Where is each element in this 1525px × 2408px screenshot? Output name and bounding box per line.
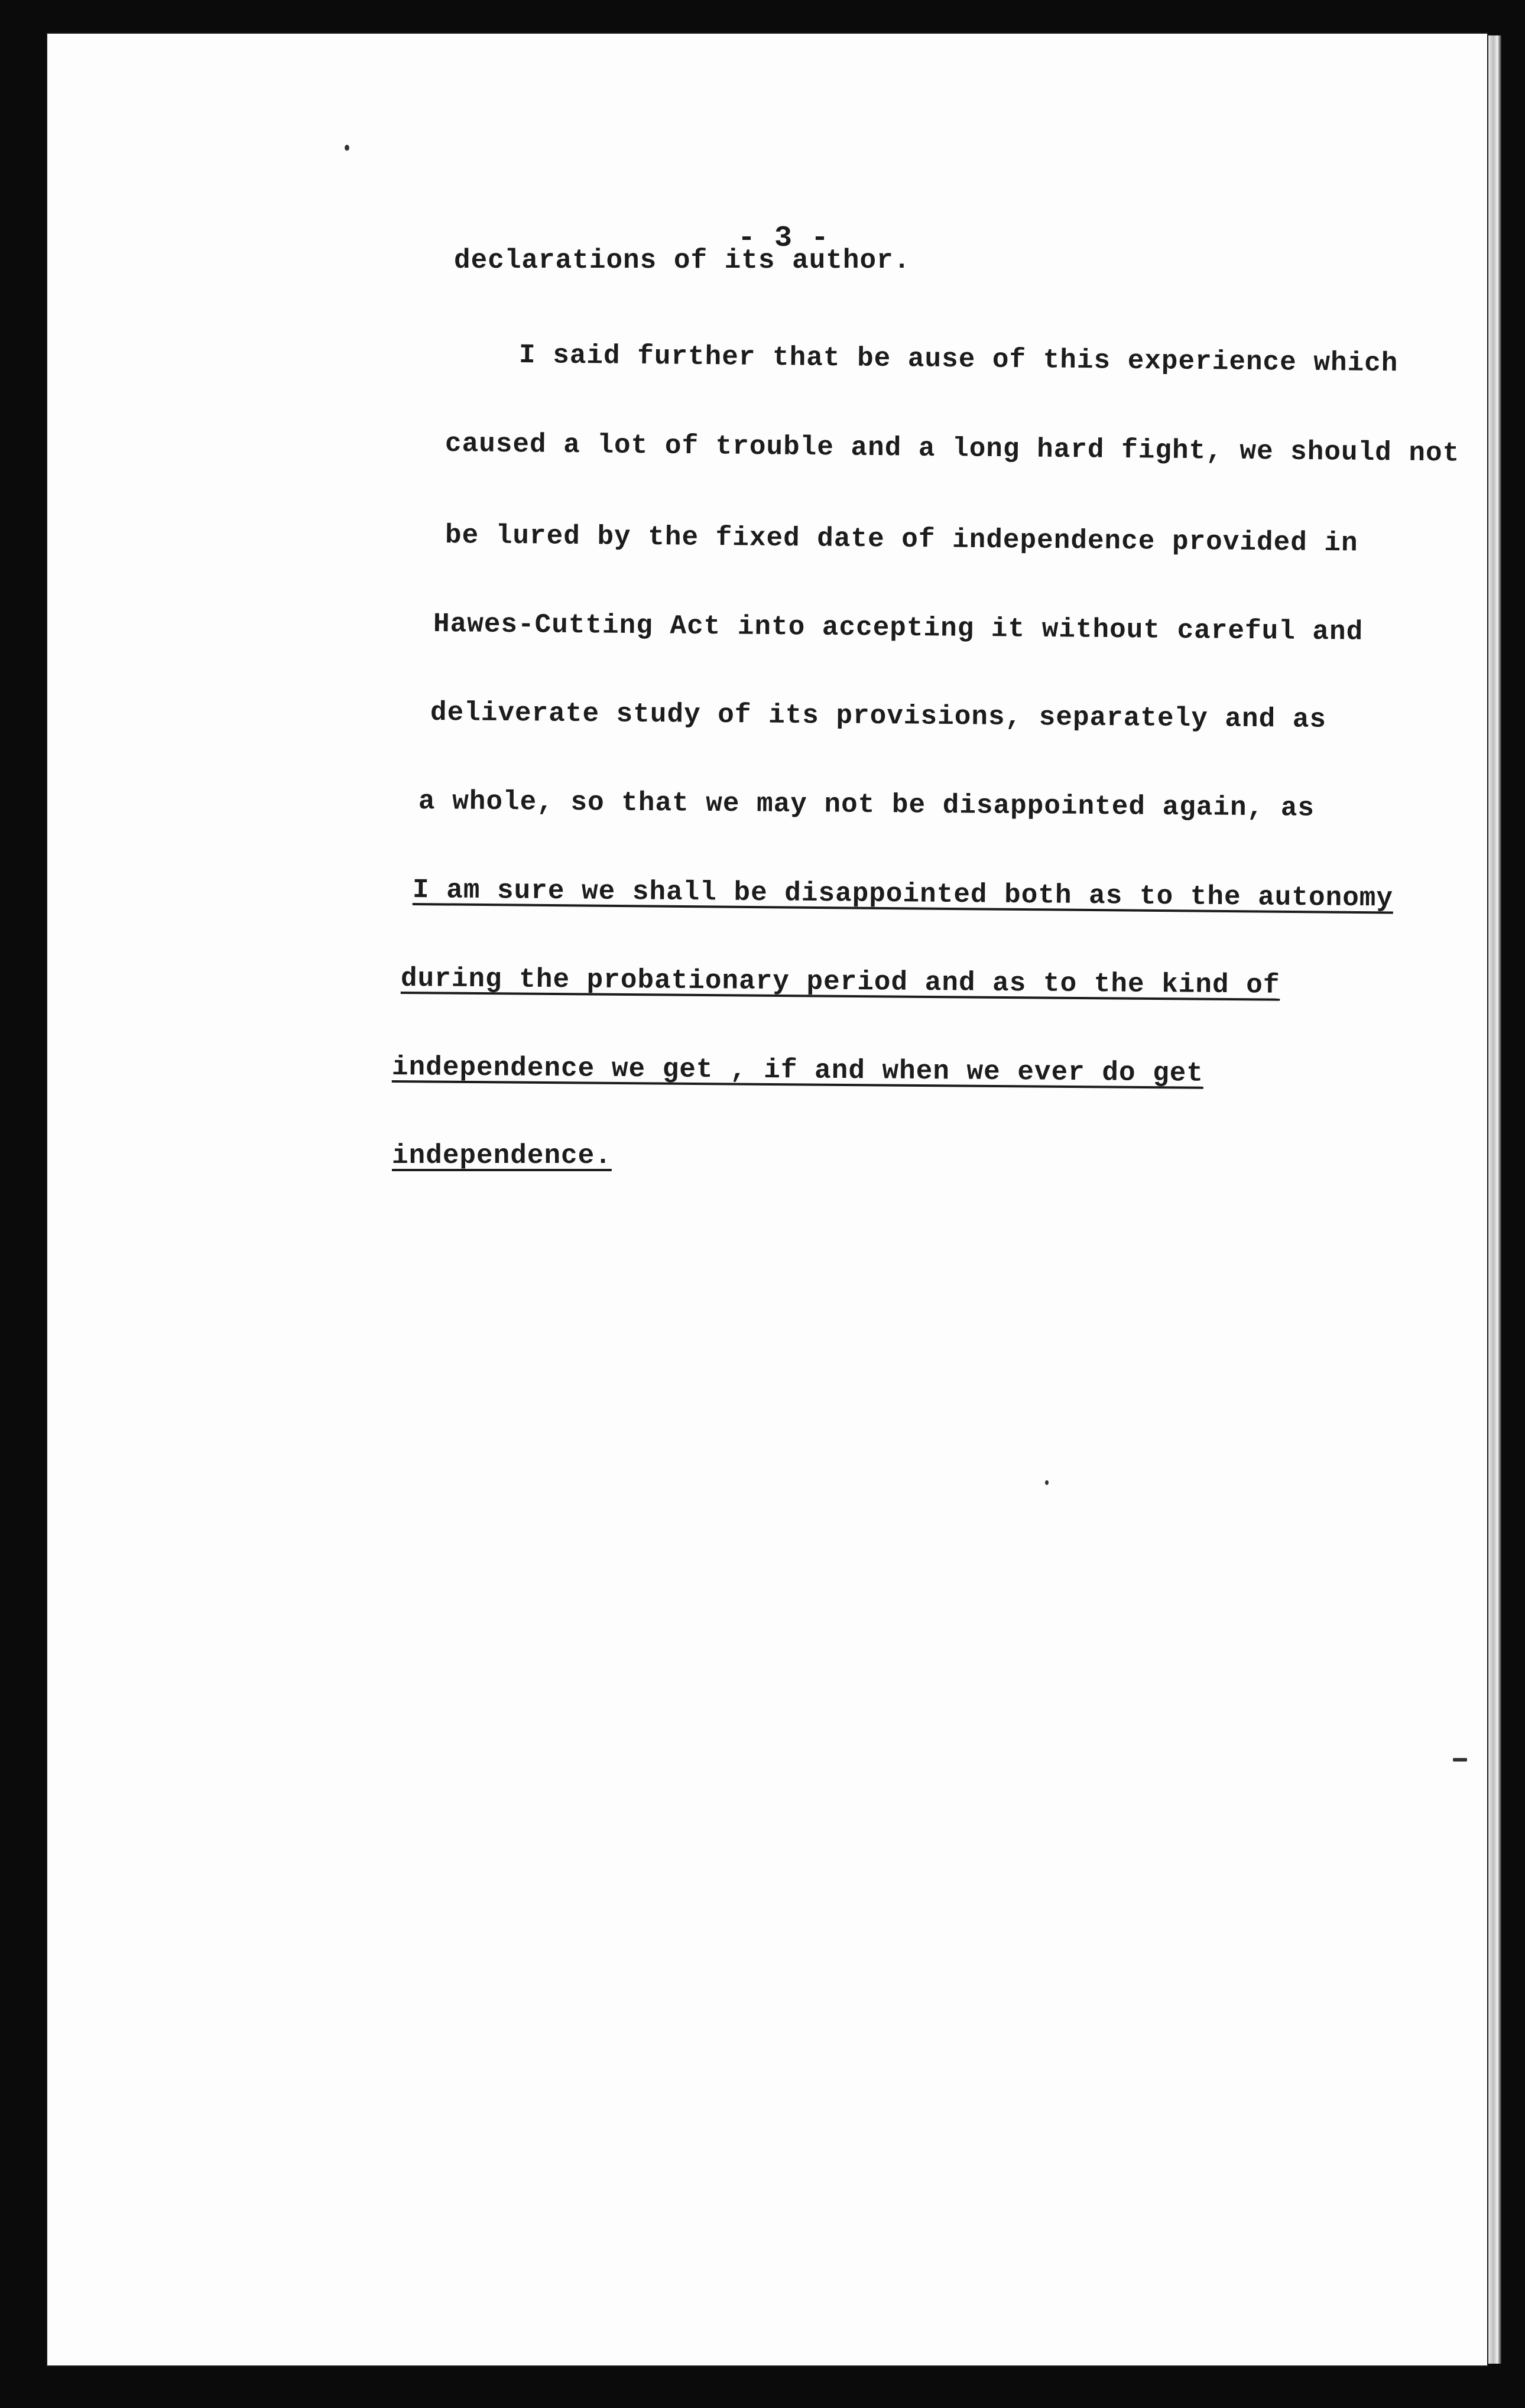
paper-speck bbox=[345, 145, 349, 151]
text-line-9-underlined: during the probationary period and as to the kind of bbox=[400, 963, 1280, 1001]
text-line-2: I said further that be ause of this experience which bbox=[518, 340, 1399, 379]
text-line-5: Hawes-Cutting Act into accepting it without careful and bbox=[433, 609, 1364, 648]
text-line-1: declarations of its author. bbox=[454, 245, 911, 276]
page-number: - 3 - bbox=[738, 222, 830, 255]
text-line-8-underlined: I am sure we shall be disappointed both as to the autonomy bbox=[412, 875, 1394, 914]
text-line-11-underlined: independence. bbox=[392, 1140, 612, 1171]
page-edge bbox=[1488, 35, 1501, 2364]
text-line-6: deliverate study of its provisions, separately and as bbox=[430, 697, 1327, 735]
text-line-4: be lured by the fixed date of independence provided in bbox=[444, 520, 1358, 559]
paper-mark bbox=[1453, 1758, 1467, 1762]
typed-text bbox=[46, 33, 1488, 2367]
document-page bbox=[46, 33, 1488, 2367]
text-line-7: a whole, so that we may not be disappointed again, as bbox=[418, 786, 1315, 824]
text-line-10-underlined: independence we get , if and when we ever do get bbox=[391, 1052, 1204, 1089]
text-line-3: caused a lot of trouble and a long hard fight, we should not bbox=[444, 428, 1460, 469]
paper-speck bbox=[1045, 1480, 1049, 1485]
